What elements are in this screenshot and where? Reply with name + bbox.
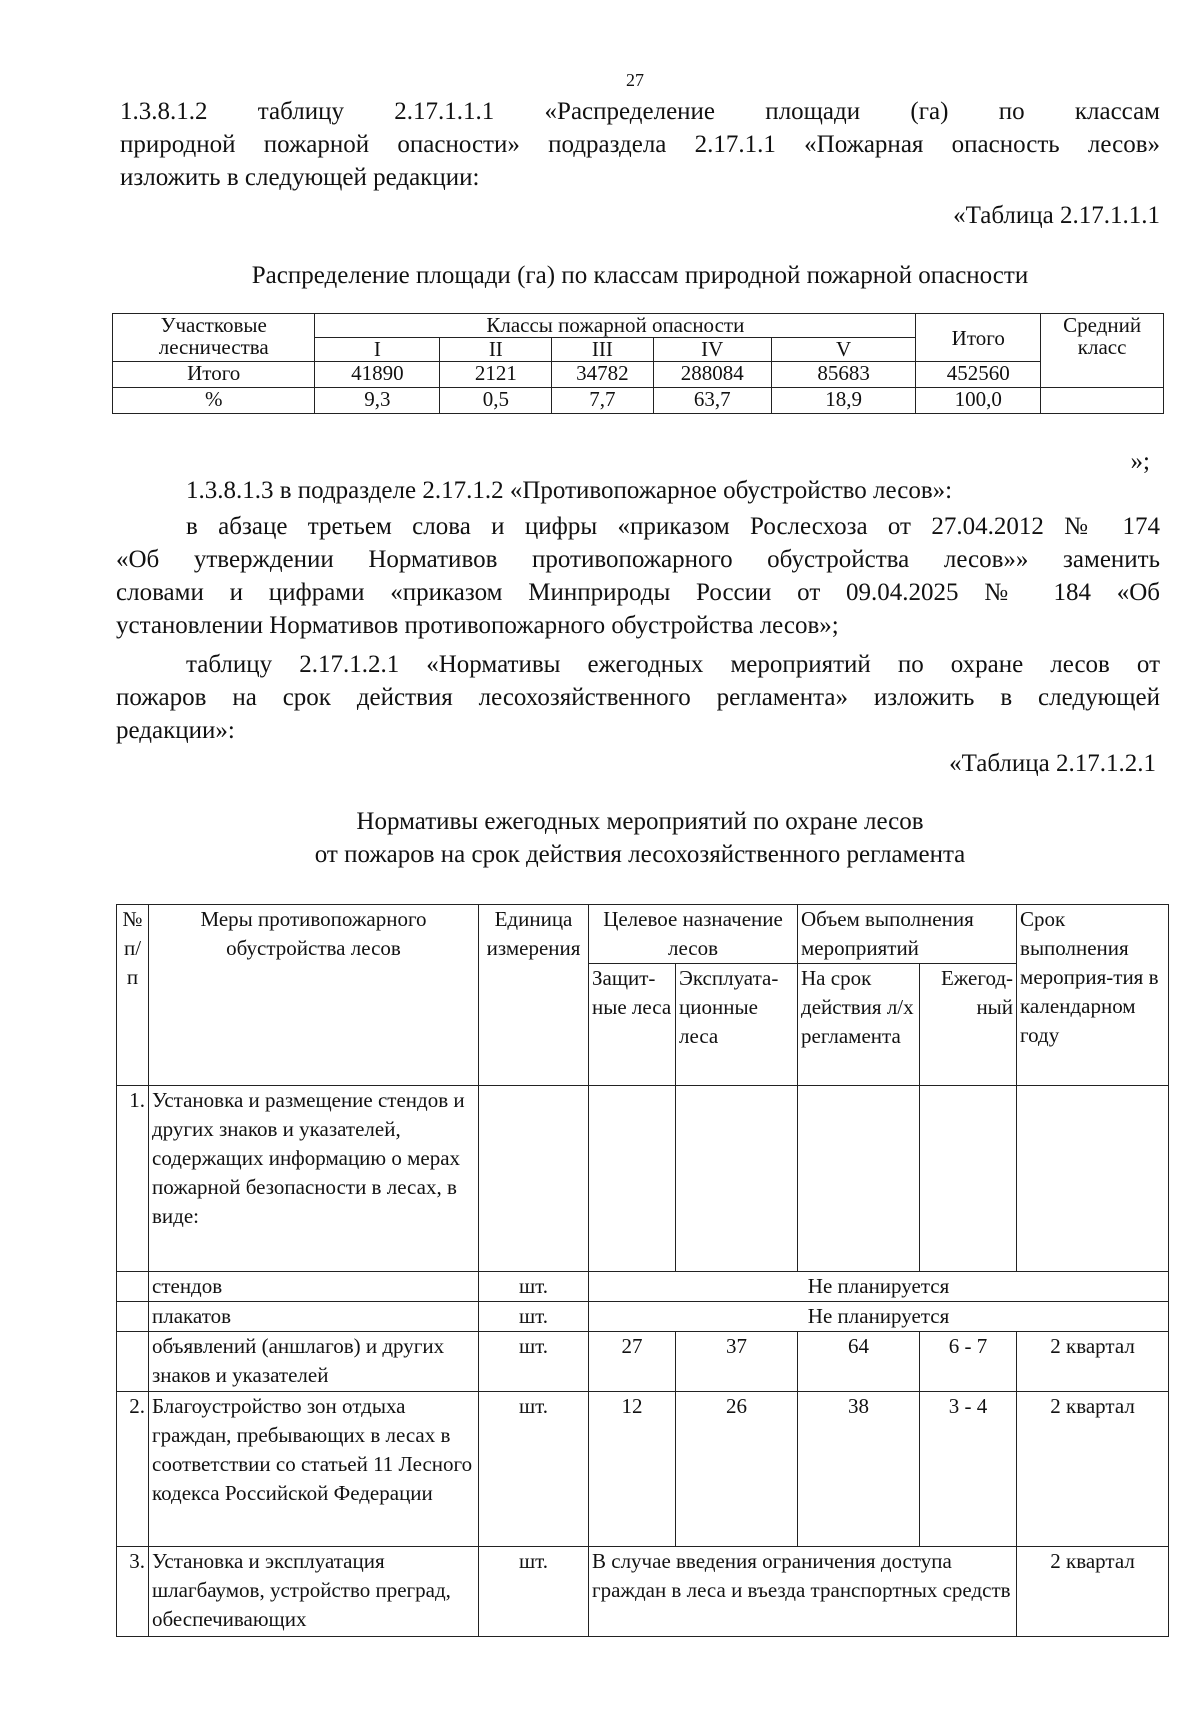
t2-row-exploit: 37	[676, 1332, 798, 1392]
t2-header-exploit: Эксплуата-ционные леса	[676, 964, 798, 1086]
t2-header-num: № п/п	[117, 905, 149, 1086]
t1-header-classes: Классы пожарной опасности	[315, 314, 916, 338]
table1-close: »;	[1130, 448, 1150, 475]
t2-header-measures: Меры противопожарного обустройства лесов	[149, 905, 479, 1086]
t1-class-3: III	[552, 338, 653, 362]
t2-row-measure: Установка и эксплуатация шлагбаумов, устройство преград, обеспечивающих	[149, 1547, 479, 1637]
t1-header-avg: Средний класс	[1041, 314, 1164, 388]
t1-cell-total: 452560	[916, 362, 1041, 388]
para3-line4: установлении Нормативов противопожарного обустройства лесов»;	[116, 612, 839, 639]
table1-label: «Таблица 2.17.1.1.1	[953, 202, 1160, 229]
t2-row-measure: стендов	[149, 1272, 479, 1302]
para3-line3: словами и цифрами «приказом Минприроды России от 09.04.2025 № 184 «Об	[116, 579, 1160, 606]
t1-cell-total: 100,0	[916, 388, 1041, 414]
t1-class-1: I	[315, 338, 440, 362]
t2-row-num: 3.	[117, 1547, 149, 1637]
t1-cell: 2121	[440, 362, 552, 388]
t1-cell: 0,5	[440, 388, 552, 414]
table1-title: Распределение площади (га) по классам природной пожарной опасности	[251, 262, 1029, 289]
t2-row-note: В случае введения ограничения доступа граждан в леса и въезда транспортных средств	[589, 1547, 1017, 1637]
t2-header-term: Срок выполнения мероприя-тия в календарном году	[1017, 905, 1169, 1086]
t2-row-note: Не планируется	[589, 1302, 1169, 1332]
t1-cell: 7,7	[552, 388, 653, 414]
t2-row-unit: шт.	[479, 1332, 589, 1392]
fire-class-table	[112, 313, 1164, 414]
t1-row-total-label: Итого	[113, 362, 315, 388]
t1-cell: 85683	[771, 362, 915, 388]
t2-row-note: Не планируется	[589, 1272, 1169, 1302]
t1-header-forestry: Участковые лесничества	[113, 314, 315, 362]
t2-header-annual: Ежегод-ный	[920, 964, 1017, 1086]
t2-row-unit: шт.	[479, 1547, 589, 1637]
t2-row-term: 2 квартал	[1017, 1392, 1169, 1547]
para4-line3: редакции»:	[116, 717, 235, 744]
t1-class-4: IV	[653, 338, 771, 362]
para3-line1: в абзаце третьем слова и цифры «приказом Рослесхоза от 27.04.2012 № 174	[186, 513, 1160, 540]
t1-class-2: II	[440, 338, 552, 362]
para4-line1: таблицу 2.17.1.2.1 «Нормативы ежегодных мероприятий по охране лесов от	[186, 651, 1160, 678]
t2-row-measure: Благоустройство зон отдыха граждан, пребывающих в лесах в соответствии со статьей 11 Лесного кодекса Российской Федерации	[149, 1392, 479, 1547]
t1-cell: 288084	[653, 362, 771, 388]
t2-header-unit: Единица измерения	[479, 905, 589, 1086]
t2-row-unit: шт.	[479, 1302, 589, 1332]
para4-line2: пожаров на срок действия лесохозяйственного регламента» изложить в следующей	[116, 684, 1160, 711]
t2-row-term: 2 квартал	[1017, 1332, 1169, 1392]
t1-cell: 18,9	[771, 388, 915, 414]
t2-row-annual: 6 - 7	[920, 1332, 1017, 1392]
t2-row-unit: шт.	[479, 1392, 589, 1547]
t2-row-protective: 27	[589, 1332, 676, 1392]
para3-line2: «Об утверждении Нормативов противопожарного обустройства лесов»» заменить	[116, 546, 1160, 573]
t2-row-term: 2 квартал	[1017, 1547, 1169, 1637]
t1-cell-avg	[1041, 388, 1164, 414]
table2-title-line2: от пожаров на срок действия лесохозяйственного регламента	[314, 841, 966, 868]
t2-row-measure: объявлений (аншлагов) и других знаков и указателей	[149, 1332, 479, 1392]
t2-row-protective: 12	[589, 1392, 676, 1547]
t2-header-protective: Защит-ные леса	[589, 964, 676, 1086]
t1-header-total: Итого	[916, 314, 1041, 362]
page-number: 27	[626, 70, 644, 90]
t1-cell: 41890	[315, 362, 440, 388]
t1-cell: 34782	[552, 362, 653, 388]
t2-row-measure: плакатов	[149, 1302, 479, 1332]
para2: 1.3.8.1.3 в подразделе 2.17.1.2 «Противопожарное обустройство лесов»:	[186, 477, 953, 504]
t2-row-unit: шт.	[479, 1272, 589, 1302]
t2-header-volume: Объем выполнения мероприятий	[798, 905, 1017, 964]
t1-cell: 63,7	[653, 388, 771, 414]
table2-title-line1: Нормативы ежегодных мероприятий по охране лесов	[356, 808, 924, 835]
t1-class-5: V	[771, 338, 915, 362]
t2-row-period: 64	[798, 1332, 920, 1392]
t2-row-num: 2.	[117, 1392, 149, 1547]
t1-cell: 9,3	[315, 388, 440, 414]
t2-row-annual: 3 - 4	[920, 1392, 1017, 1547]
table2-label: «Таблица 2.17.1.2.1	[949, 750, 1156, 777]
t2-row-period: 38	[798, 1392, 920, 1547]
para1-line3: изложить в следующей редакции:	[120, 164, 480, 191]
para1-line1: 1.3.8.1.2 таблицу 2.17.1.1.1 «Распределение площади (га) по классам	[120, 98, 1160, 125]
t1-row-percent-label: %	[113, 388, 315, 414]
t2-row-num: 1.	[117, 1086, 149, 1272]
t2-header-period: На срок действия л/х регламента	[798, 964, 920, 1086]
para1-line2: природной пожарной опасности» подраздела 2.17.1.1 «Пожарная опасность лесов»	[120, 131, 1160, 158]
fire-measures-table	[116, 904, 1169, 1637]
t2-row-measure: Установка и размещение стендов и других знаков и указателей, содержащих информацию о мерах пожарной безопасности в лесах, в виде:	[149, 1086, 479, 1272]
t2-row-exploit: 26	[676, 1392, 798, 1547]
t2-header-purpose: Целевое назначение лесов	[589, 905, 798, 964]
